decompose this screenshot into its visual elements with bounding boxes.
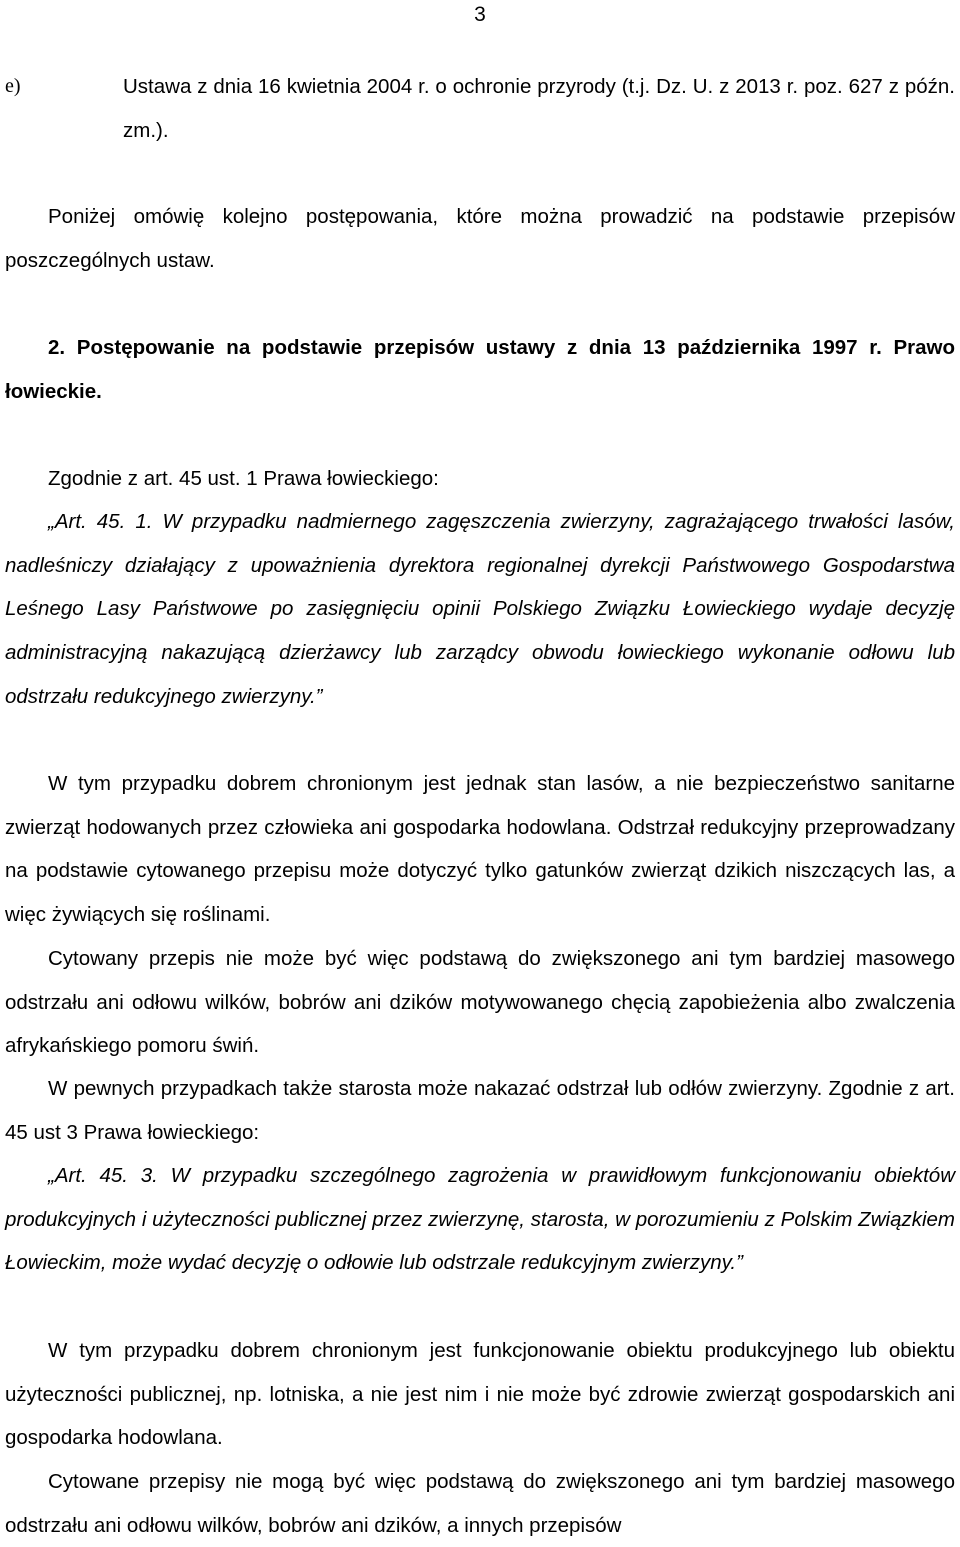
list-label: e) bbox=[5, 75, 21, 97]
paragraph-dobrem-chronionym-obiekt: W tym przypadku dobrem chronionym jest funkcjonowanie obiektu produkcyjnego lub obiektu użyteczności publicznej, np. lotniska, a nie jest nim i nie może być zdrowie zwierząt gospodarskich ani gospodarka hodowlana. bbox=[5, 1339, 955, 1450]
paragraph-starosta: W pewnych przypadkach także starosta może nakazać odstrzał lub odłów zwierzyny. Zgodnie z art. 45 ust 3 Prawa łowieckiego: bbox=[5, 1077, 955, 1144]
quote-art-45-3: „Art. 45. 3. W przypadku szczególnego zagrożenia w prawidłowym funkcjonowaniu obiektów produkcyjnych i użyteczności publicznej przez zwierzynę, starosta, w porozumieniu z Polskim Związkiem Łowieckim, może wydać decyzję o odłowie lub odstrzale redukcyjnym zwierzyny.” bbox=[5, 1164, 955, 1275]
paragraph-dobrem-chronionym-lasy: W tym przypadku dobrem chronionym jest jednak stan lasów, a nie bezpieczeństwo sanitarne zwierząt hodowanych przez człowieka ani gospodarka hodowlana. Odstrzał redukcyjny przeprowadzany na podstawie cytowanego przepisu może dotyczyć tylko gatunków zwierząt dzikich niszczących las, a więc żywiących się roślinami. bbox=[5, 772, 955, 927]
paragraph-cytowane-przepisy: Cytowane przepisy nie mogą być więc podstawą do zwiększonego ani tym bardziej masowego odstrzału ani odłowu wilków, bobrów ani dzików, a innych przepisów bbox=[5, 1470, 955, 1537]
list-item-e bbox=[5, 65, 955, 152]
list-item-text: Ustawa z dnia 16 kwietnia 2004 r. o ochronie przyrody (t.j. Dz. U. z 2013 r. poz. 627 z późn. zm.). bbox=[123, 75, 955, 142]
paragraph-zgodnie-art-45-1: Zgodnie z art. 45 ust. 1 Prawa łowieckiego: bbox=[48, 467, 439, 490]
page-number: 3 bbox=[474, 3, 486, 26]
paragraph-cytowany-przepis: Cytowany przepis nie może być więc podstawą do zwiększonego ani tym bardziej masowego odstrzału ani odłowu wilków, bobrów ani dzików motywowanego chęcią zapobieżenia albo zwalczenia afrykańskiego pomoru świń. bbox=[5, 947, 955, 1058]
section-heading: 2. Postępowanie na podstawie przepisów ustawy z dnia 13 października 1997 r. Prawo łowieckie. bbox=[5, 336, 955, 403]
quote-art-45-1: „Art. 45. 1. W przypadku nadmiernego zagęszczenia zwierzyny, zagrażającego trwałości lasów, nadleśniczy działający z upoważnienia dyrektora regionalnej dyrekcji Państwowego Gospodarstwa Leśnego Lasy Państwowe po zasięgnięciu opinii Polskiego Związku Łowieckiego wydaje decyzję administracyjną nakazującą dzierżawcy lub zarządcy obwodu łowieckiego wykonanie odłowu lub odstrzału redukcyjnego zwierzyny.” bbox=[5, 510, 955, 708]
intro-paragraph: Poniżej omówię kolejno postępowania, które można prowadzić na podstawie przepisów poszczególnych ustaw. bbox=[5, 205, 955, 272]
